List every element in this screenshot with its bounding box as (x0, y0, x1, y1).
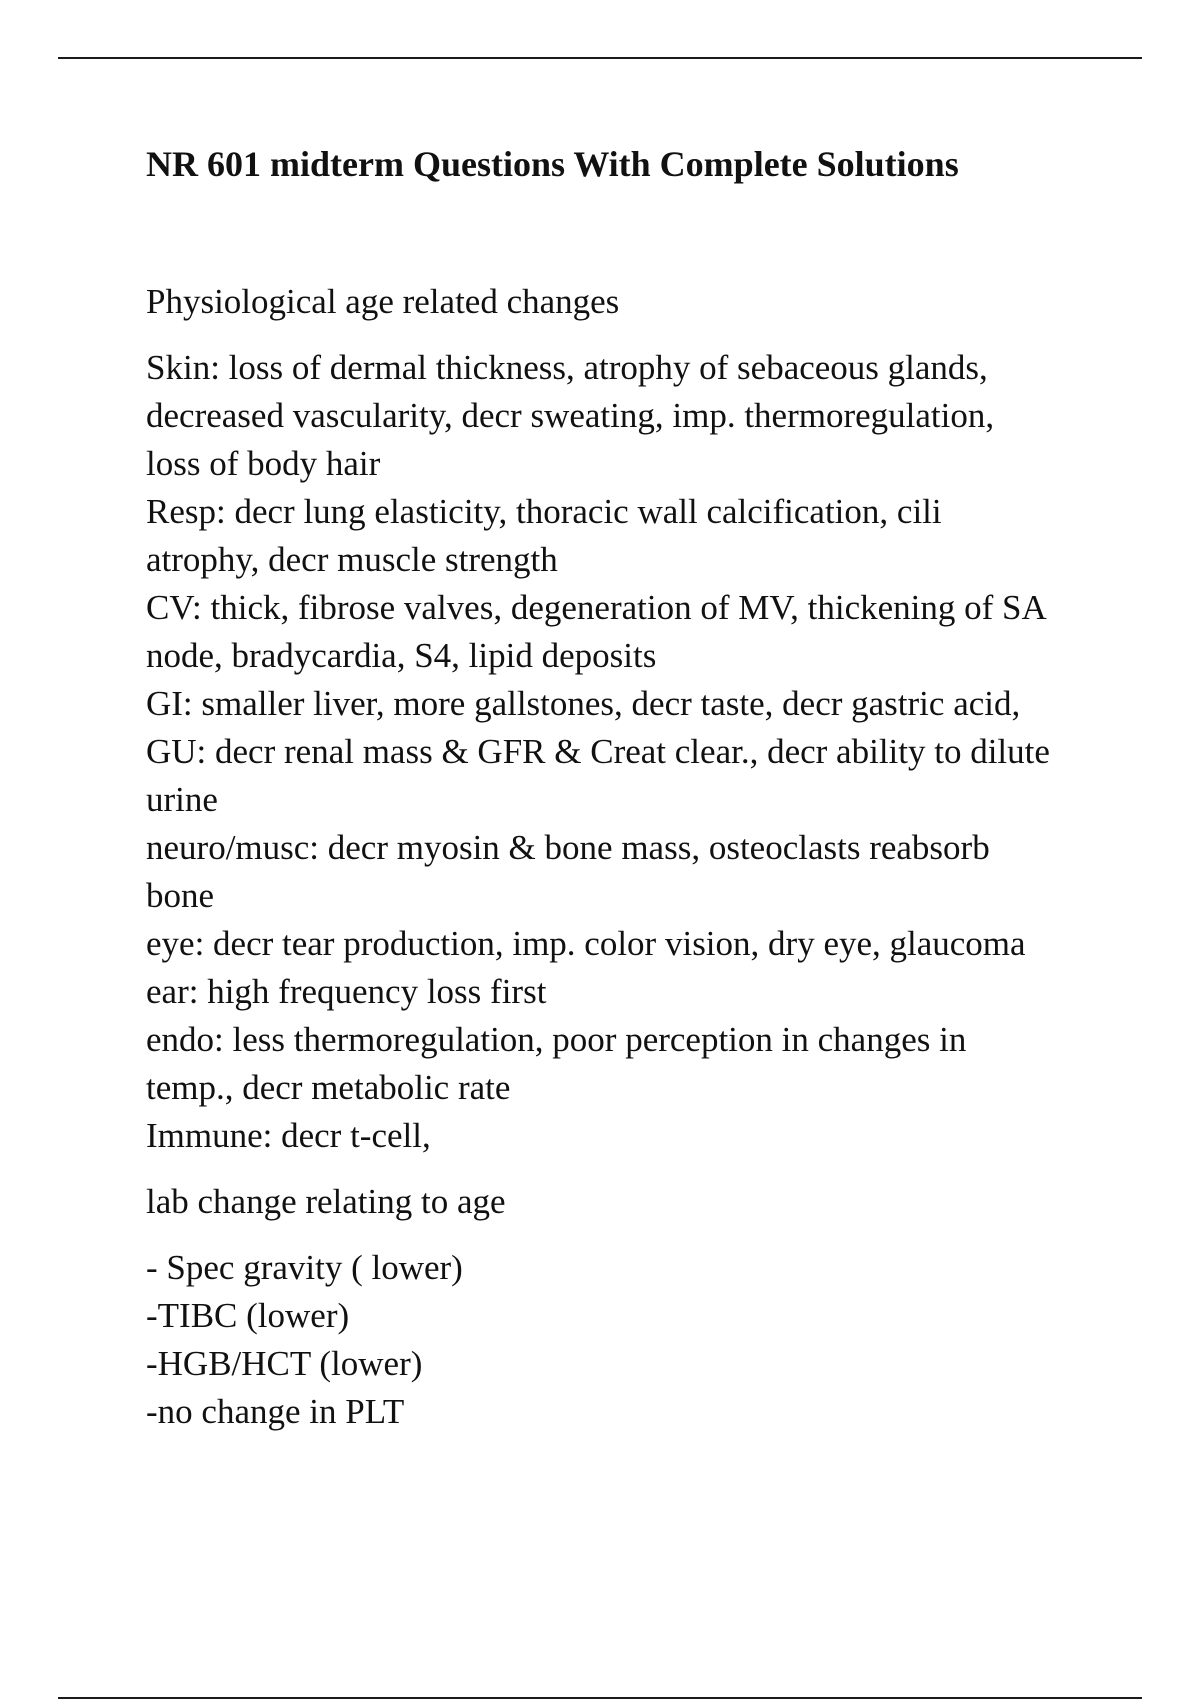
answer-line: loss of body hair (146, 444, 381, 483)
answer-line: neuro/musc: decr myosin & bone mass, osteoclasts reabsorb (146, 828, 990, 867)
answer-line: -no change in PLT (146, 1392, 405, 1431)
answer-2 (146, 1244, 1106, 1436)
answer-1 (146, 344, 1106, 1160)
answer-line: ear: high frequency loss first (146, 972, 547, 1011)
answer-line: atrophy, decr muscle strength (146, 540, 558, 579)
answer-line: eye: decr tear production, imp. color vision, dry eye, glaucoma (146, 924, 1026, 963)
answer-line: endo: less thermoregulation, poor perception in changes in (146, 1020, 967, 1059)
document-title: NR 601 midterm Questions With Complete Solutions (146, 144, 959, 184)
top-rule (58, 57, 1142, 59)
answer-line: urine (146, 780, 218, 819)
answer-line: -TIBC (lower) (146, 1296, 350, 1335)
question-2: lab change relating to age (146, 1182, 506, 1221)
answer-line: - Spec gravity ( lower) (146, 1248, 463, 1287)
question-1: Physiological age related changes (146, 282, 620, 321)
answer-line: bone (146, 876, 215, 915)
answer-line: CV: thick, fibrose valves, degeneration of MV, thickening of SA (146, 588, 1047, 627)
answer-line: GI: smaller liver, more gallstones, decr taste, decr gastric acid, (146, 684, 1021, 723)
document-body (146, 140, 1106, 1436)
answer-line: -HGB/HCT (lower) (146, 1344, 423, 1383)
answer-line: temp., decr metabolic rate (146, 1068, 511, 1107)
answer-line: node, bradycardia, S4, lipid deposits (146, 636, 657, 675)
answer-line: Skin: loss of dermal thickness, atrophy of sebaceous glands, (146, 348, 988, 387)
answer-line: Resp: decr lung elasticity, thoracic wall calcification, cili (146, 492, 942, 531)
bottom-rule (58, 1697, 1142, 1699)
answer-line: GU: decr renal mass & GFR & Creat clear., decr ability to dilute (146, 732, 1050, 771)
answer-line: Immune: decr t-cell, (146, 1116, 431, 1155)
answer-line: decreased vascularity, decr sweating, imp. thermoregulation, (146, 396, 995, 435)
